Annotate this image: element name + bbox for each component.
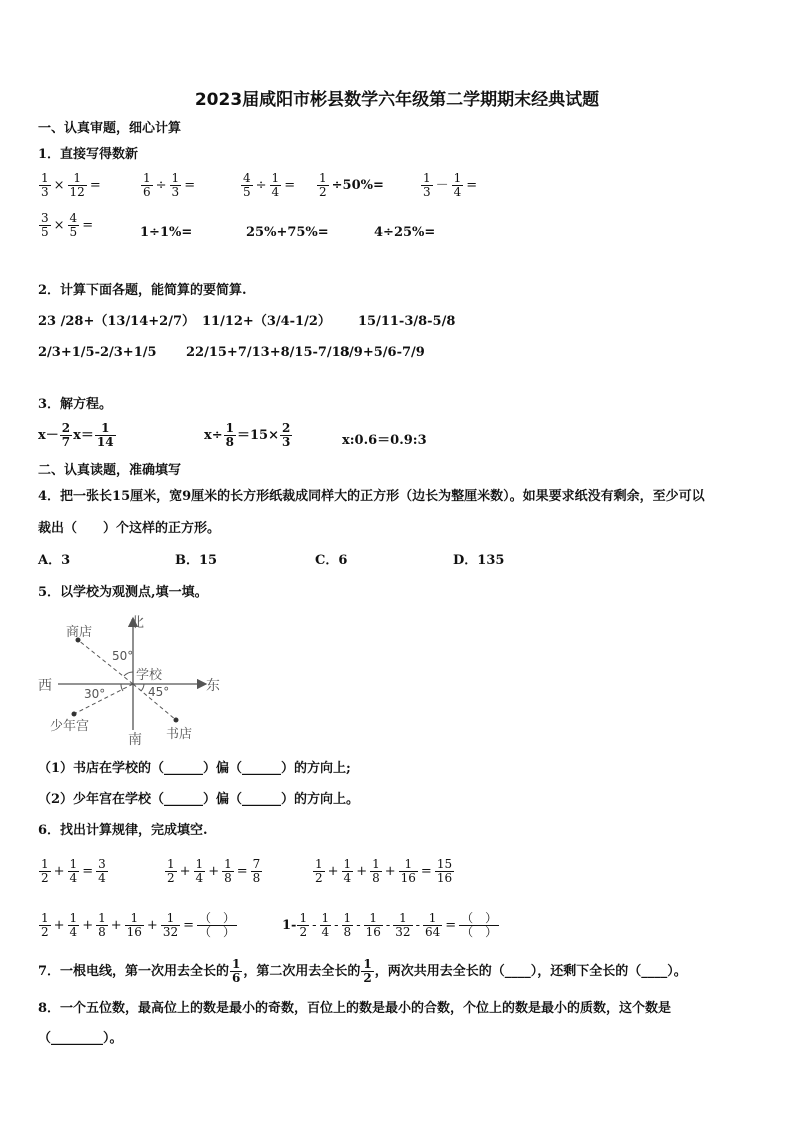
- q3-equation-3: x:0.6＝0.9:3: [342, 433, 427, 448]
- q1-expr-4: $\frac{1}{2}$ ÷50%=: [319, 171, 384, 200]
- north-label: 北: [130, 615, 144, 631]
- youth-palace-label: 少年宫: [50, 719, 90, 734]
- q8-text-line2: （________）。: [38, 1031, 123, 1046]
- q6-question-1: $\frac{1}{2}$ + $\frac{1}{4}$ + $\frac{1}{8}$ + $\frac{1}{16}$ + $\frac{1}{32}$ = $\frac{( )}{( )}$: [41, 911, 236, 940]
- q4-option-b: B．15: [175, 553, 218, 568]
- q1-expr-9: 4÷25%=: [374, 225, 436, 240]
- q4-option-d: D．135: [453, 553, 505, 568]
- q1-expr-3: $\frac{4}{5}$ ÷ $\frac{1}{4}$ =: [243, 171, 296, 200]
- q1-expr-2: $\frac{1}{6}$ ÷ $\frac{1}{3}$ =: [143, 171, 196, 200]
- q2-expr-4: 2/3+1/5-2/3+1/5: [38, 345, 157, 360]
- bookstore-label: 书店: [166, 727, 193, 742]
- q4-text-line2: 裁出（ ）个这样的正方形。: [38, 521, 221, 536]
- section-1-heading: 一、认真审题，细心计算: [38, 121, 182, 136]
- section-2-heading: 二、认真读题，准确填写: [38, 463, 182, 478]
- q4-text-line1: 4．把一张长15厘米，宽9厘米的长方形纸裁成同样大的正方形（边长为整厘米数）。如果要求纸没有剩余，至少可以: [38, 489, 705, 504]
- east-label: 东: [206, 678, 220, 694]
- q2-expr-5: 22/15+7/13+8/15-7/13: [186, 345, 350, 360]
- angle-30-label: 30°: [84, 687, 106, 701]
- book-point: [174, 718, 179, 723]
- west-label: 西: [38, 678, 52, 694]
- south-label: 南: [128, 732, 142, 748]
- q6-pattern-1: $\frac{1}{2}$ + $\frac{1}{4}$ = $\frac{3}{4}$: [41, 857, 106, 886]
- q1-expr-5: $\frac{1}{3}$ － $\frac{1}{4}$ =: [423, 171, 478, 200]
- direction-map: [30, 610, 240, 750]
- q1-expr-8: 25%+75%=: [246, 225, 329, 240]
- shop-label: 商店: [66, 625, 93, 640]
- q5-sub-1: （1）书店在学校的（______）偏（______）的方向上;: [38, 761, 351, 776]
- q6-pattern-3: $\frac{1}{2}$ + $\frac{1}{4}$ + $\frac{1}{8}$ + $\frac{1}{16}$ = $\frac{15}{16}$: [315, 857, 453, 886]
- q2-expr-6: 8/9+5/6-7/9: [340, 345, 425, 360]
- q2-expr-2: 11/12+（3/4-1/2）: [202, 314, 331, 329]
- angle-45-label: 45°: [148, 685, 170, 699]
- q4-option-a: A．3: [38, 553, 71, 568]
- q1-expr-7: 1÷1%=: [140, 225, 193, 240]
- q7-text: 7．一根电线，第一次用去全长的 $\frac{1}{6}$ ，第二次用去全长的 $\frac{1}{2}$ ，两次共用去全长的（____），还剩下全长的（____）。: [38, 957, 687, 986]
- school-label: 学校: [136, 668, 163, 683]
- youth-point: [72, 712, 77, 717]
- q2-label: 2．计算下面各题，能简算的要简算.: [38, 283, 247, 298]
- q5-sub-2: （2）少年宫在学校（______）偏（______）的方向上。: [38, 792, 360, 807]
- angle-50-label: 50°: [112, 649, 134, 663]
- q6-pattern-2: $\frac{1}{2}$ + $\frac{1}{4}$ + $\frac{1}{8}$ = $\frac{7}{8}$: [167, 857, 261, 886]
- q3-equation-2: x÷ $\frac{1}{8}$ ＝15× $\frac{2}{3}$: [204, 421, 291, 450]
- q3-equation-1: x－ $\frac{2}{7}$ x＝ $\frac{1}{14}$: [38, 421, 114, 450]
- q2-expr-1: 23 /28+（13/14+2/7）: [38, 314, 196, 329]
- q6-label: 6．找出计算规律，完成填空.: [38, 823, 208, 838]
- q5-label: 5．以学校为观测点,填一填。: [38, 585, 208, 600]
- q1-label: 1．直接写得数新: [38, 147, 139, 162]
- q4-option-c: C．6: [315, 553, 348, 568]
- q3-label: 3．解方程。: [38, 397, 113, 412]
- q1-expr-6: $\frac{3}{5}$ × $\frac{4}{5}$ =: [41, 211, 94, 240]
- q8-text-line1: 8．一个五位数，最高位上的数是最小的奇数，百位上的数是最小的合数，个位上的数是最小的质数，这个数是: [38, 1001, 672, 1016]
- q6-question-2: 1- $\frac{1}{2}$ - $\frac{1}{4}$ - $\frac{1}{8}$ - $\frac{1}{16}$ - $\frac{1}{32}$ - $\frac{1}{64}$ = $\frac{( )}{( )}$: [282, 911, 498, 940]
- q2-expr-3: 15/11-3/8-5/8: [358, 314, 456, 329]
- q1-expr-1: $\frac{1}{3}$ × $\frac{1}{12}$ =: [41, 171, 101, 200]
- page-title: 2023届咸阳市彬县数学六年级第二学期期末经典试题: [194, 90, 600, 110]
